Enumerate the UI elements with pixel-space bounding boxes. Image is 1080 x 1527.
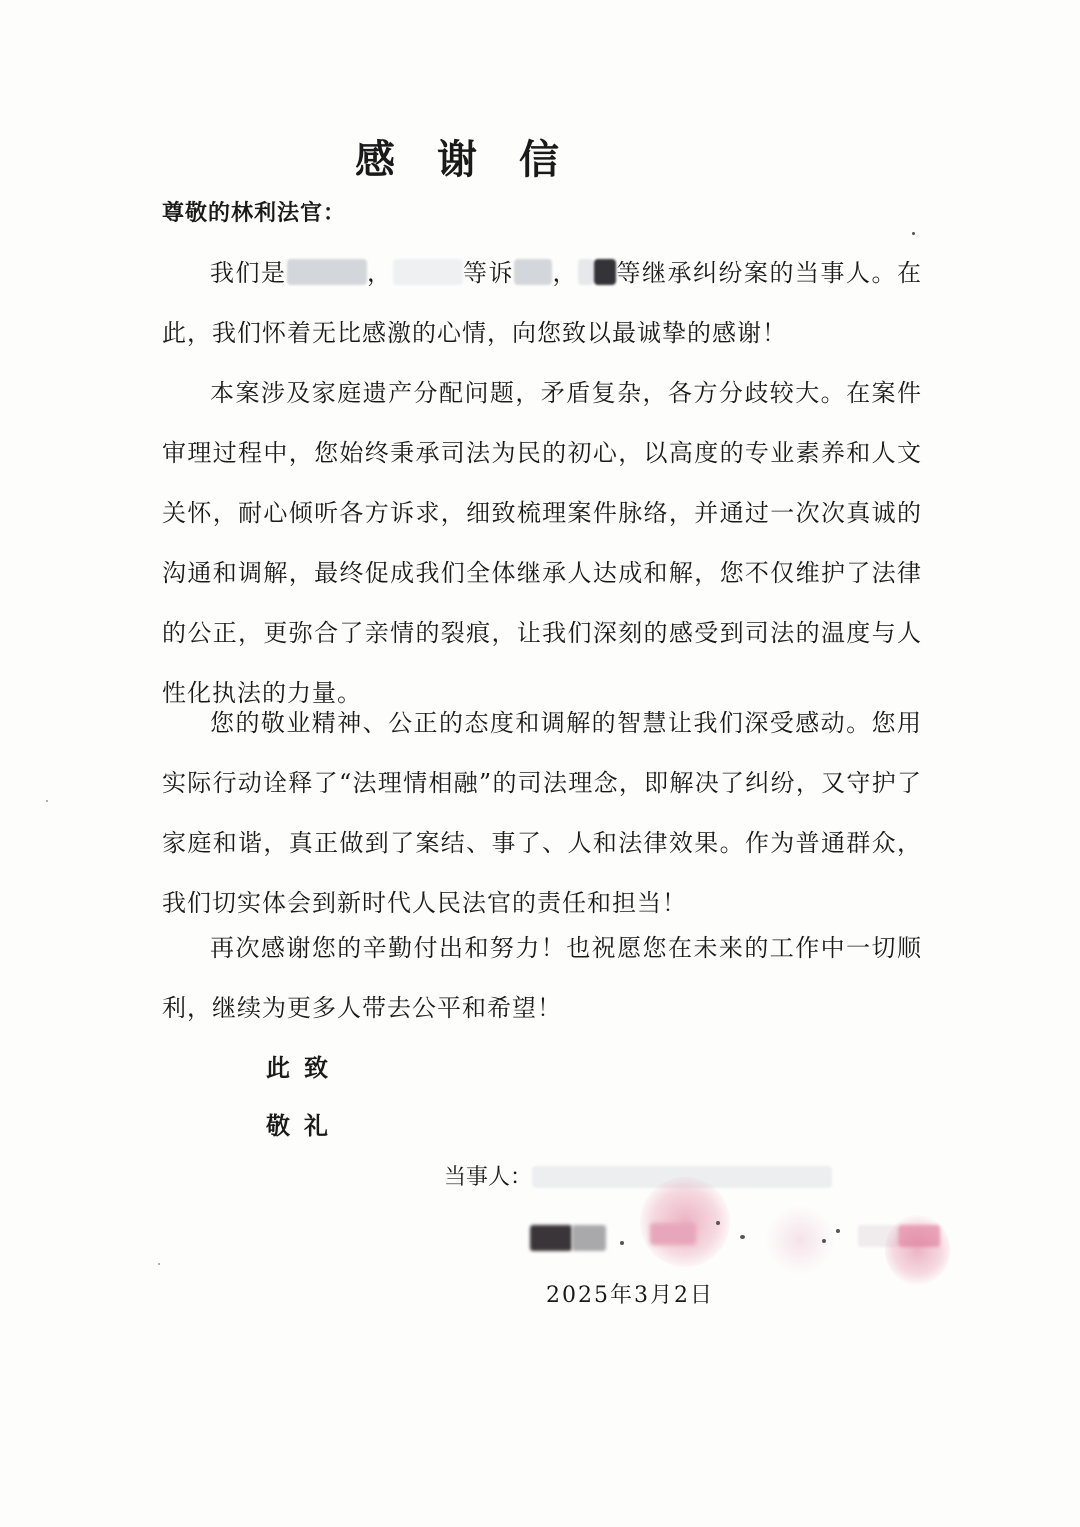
intro-text-b: ， [366,259,393,287]
redacted-name [578,259,594,285]
salutation: 尊敬的林利法官： [162,200,347,226]
intro-text-a: 我们是 [210,259,287,287]
paper-speck [46,800,48,802]
body-paragraph-1 [162,363,922,723]
letter-title [0,128,920,185]
seal-stamp [885,1215,950,1285]
intro-text-d: ， [552,259,578,287]
paragraph-text: 再次感谢您的辛勤付出和努力！也祝愿您在未来的工作中一切顺利，继续为更多人带去公平和希望！ [162,934,922,1022]
signature-area [530,1195,950,1285]
ink-speck [836,1229,840,1233]
body-paragraph-2 [162,693,922,933]
intro-paragraph [162,243,922,363]
redacted-name [287,259,367,285]
body-paragraph-3 [162,918,922,1038]
redacted-name [393,259,463,285]
paragraph-text: 您的敬业精神、公正的态度和调解的智慧让我们深受感动。您用实际行动诠释了“法理情相融”的司法理念，即解决了纠纷，又守护了家庭和谐，真正做到了案结、事了、人和法律效果。作为普通群众，我们切实体会到新时代人民法官的责任和担当！ [162,709,922,917]
redacted-signature [530,1225,572,1251]
letter-date: 2025年3月2日 [546,1283,714,1308]
redacted-name [594,259,616,285]
party-label [444,1160,832,1191]
intro-text [162,243,922,363]
ink-speck [740,1235,745,1239]
closing-line-1: 此致 [266,1053,342,1082]
redacted-signature [572,1225,606,1251]
intro-text-c: 等诉 [462,259,514,287]
title-char: 信 [519,136,565,183]
ink-speck [822,1239,826,1243]
closing-line-2: 敬礼 [266,1111,342,1140]
paper-speck [912,232,915,235]
redacted-name [514,259,552,285]
ink-speck [716,1221,720,1225]
redacted-signature [650,1223,696,1245]
title-char: 谢 [437,136,483,183]
ink-speck [620,1241,624,1245]
paper-speck [158,1263,160,1265]
party-label-text: 当事人： [444,1165,533,1190]
intro-text-e: 等继承纠纷案的当事人。 [616,259,897,287]
paragraph-text: 本案涉及家庭遗产分配问题，矛盾复杂，各方分歧较大。在案件审理过程中，您始终秉承司法为民的初心，以高度的专业素养和人文关怀，耐心倾听各方诉求，细致梳理案件脉络，并通过一次次真诚的沟通和调解，最终促成我们全体继承人达成和解，您不仅维护了法律的公正，更弥合了亲情的裂痕，让我们深刻的感受到司法的温度与人性化执法的力量。 [162,379,922,707]
intro-text-f: 在此，我们怀着无比感激的心情，向您致以最诚挚的感谢！ [162,259,922,347]
title-char: 感 [355,136,401,183]
